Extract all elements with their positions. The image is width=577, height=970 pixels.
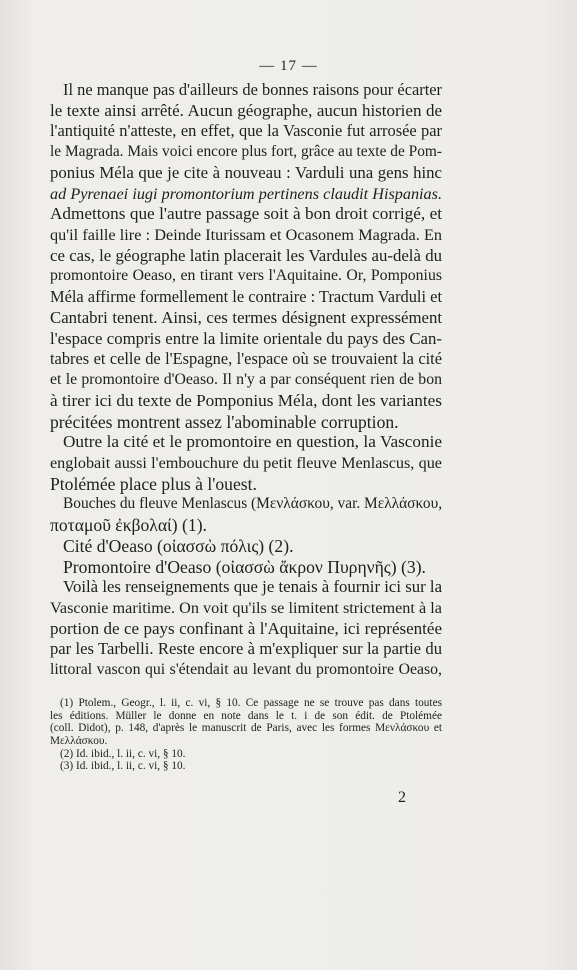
footnote-line: (3) Id. ibid., l. ii, c. vi, § 10. bbox=[60, 760, 186, 773]
text-line: Cantabri tenent. Ainsi, ces termes désignent expressément bbox=[50, 307, 442, 327]
text-line: Il ne manque pas d'ailleurs de bonnes raisons pour écarter bbox=[63, 80, 442, 99]
footnote-line: (1) Ptolem., Geogr., l. ii, c. vi, § 10. Ce passage ne se trouve pas dans toutes bbox=[60, 697, 442, 709]
footnote-line: Μελλάσκου. bbox=[50, 735, 108, 748]
text-line: l'antiquité n'atteste, en effet, que la Vasconie fut arrosée par bbox=[50, 121, 442, 141]
text-line: et le promontoire d'Oeaso. Il n'y a par conséquent rien de bon bbox=[50, 371, 442, 389]
text-line: par les Tarbelli. Reste encore à m'expliquer sur la partie du bbox=[50, 639, 442, 659]
text-line: Méla affirme formellement le contraire : Tractum Varduli et bbox=[50, 287, 442, 307]
text-line: Voilà les renseignements que je tenais à fournir ici sur la bbox=[63, 577, 443, 597]
text-line: portion de ce pays confinant à l'Aquitaine, ici représentée bbox=[50, 618, 442, 638]
main-text bbox=[50, 80, 442, 681]
text-line: promontoire Oeaso, en tirant vers l'Aquitaine. Or, Pomponius bbox=[50, 267, 442, 285]
text-line: tabres et celle de l'Espagne, l'espace où se trouvaient la cité bbox=[50, 349, 442, 369]
text-line: Cité d'Oeaso (οἰασσὼ πόλις) (2). bbox=[63, 535, 294, 556]
text-line: Outre la cité et le promontoire en question, la Vasconie bbox=[63, 432, 442, 452]
footnote-line: (2) Id. ibid., l. ii, c. vi, § 10. bbox=[60, 747, 186, 760]
signature-mark: 2 bbox=[398, 789, 406, 806]
text-line: englobait aussi l'embouchure du petit fleuve Menlascus, que bbox=[50, 453, 442, 472]
text-line: le Magrada. Mais voici encore plus fort, grâce au texte de Pom- bbox=[50, 143, 442, 161]
text-line: Ptolémée place plus à l'ouest. bbox=[50, 473, 257, 494]
text-line: Vasconie maritime. On voit qu'ils se limitent strictement à la bbox=[50, 598, 442, 617]
text-line: Promontoire d'Oeaso (οἰασσὼ ἄκρον Πυρηνῆς) (3). bbox=[63, 556, 426, 577]
text-line: ποταμοῦ ἐκβολαί) (1). bbox=[50, 515, 207, 536]
page-number: — 17 — bbox=[259, 58, 318, 74]
text-line: Admettons que l'autre passage soit à bon droit corrigé, et bbox=[50, 204, 442, 224]
text-line: l'espace compris entre la limite orientale du pays des Can- bbox=[50, 328, 442, 348]
text-line: ce cas, le géographe latin placerait les Vardules au-delà du bbox=[50, 245, 442, 265]
text-line: qu'il faille lire : Deinde Iturissam et Ocasonem Magrada. En bbox=[50, 226, 442, 245]
text-line: littoral vascon qui s'étendait au levant du promontoire Oeaso, bbox=[50, 661, 442, 679]
text-line: le texte ainsi arrêté. Aucun géographe, aucun historien de bbox=[50, 100, 442, 120]
footnote-line: (coll. Didot), p. 148, d'après le manuscrit de Paris, avec les formes Μενλάσκου et bbox=[50, 722, 442, 735]
text-line: précitées montrent assez l'abominable corruption. bbox=[50, 411, 399, 432]
text-line: Bouches du fleuve Menlascus (Μενλάσκου, var. Μελλάσκου, bbox=[63, 495, 443, 513]
text-line: à tirer ici du texte de Pomponius Méla, dont les variantes bbox=[50, 390, 442, 410]
text-line: ad Pyrenaei iugi promontorium pertinens claudit Hispanias. bbox=[50, 184, 442, 203]
footnotes bbox=[50, 697, 442, 773]
footnote-line: les éditions. Müller le donne en note dans le t. i de son édit. de Ptolémée bbox=[50, 709, 442, 722]
text-line: ponius Méla que je cite à nouveau : Varduli una gens hinc bbox=[50, 162, 442, 182]
